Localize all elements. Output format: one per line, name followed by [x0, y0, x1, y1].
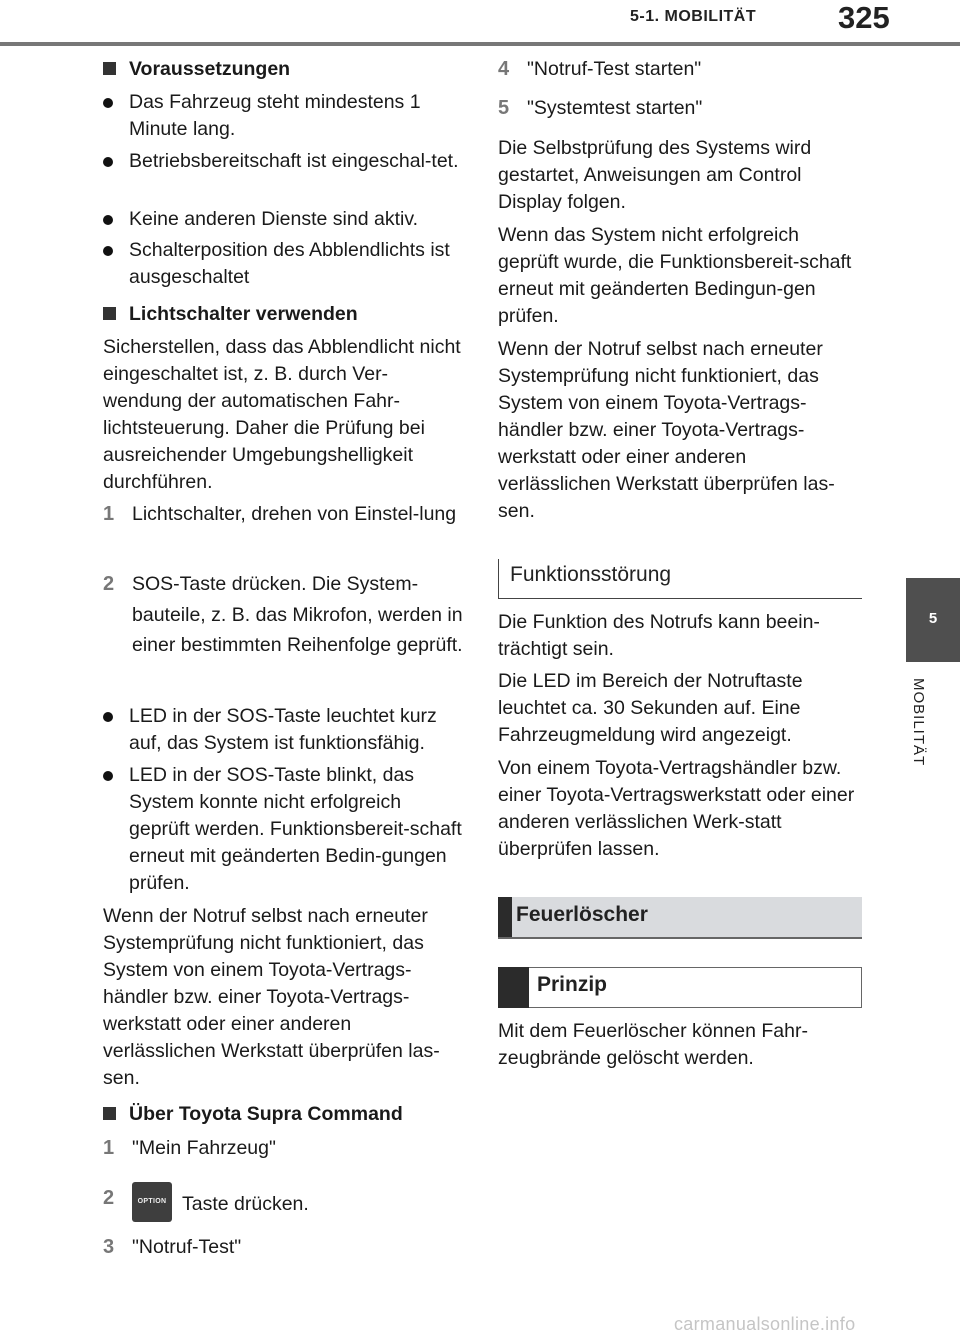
step-item: 4 "Notruf-Test starten" [498, 56, 701, 83]
step-number: 1 [103, 1137, 115, 1159]
step-item: 2 SOS-Taste drücken. Die System-bauteile, z. B. das Mikrofon, werden in einer bestimmten Reihenfolge geprüft. [103, 569, 463, 661]
paragraph: Von einem Toyota-Vertragshändler bzw. einer Toyota-Vertragswerkstatt oder einer anderen verlässlichen Werk-statt überprüfen lassen. [498, 757, 855, 860]
chapter-tab [906, 578, 960, 662]
paragraph: Mit dem Feuerlöscher können Fahr-zeugbrände gelöscht werden. [498, 1020, 808, 1069]
list-item: Betriebsbereitschaft ist eingeschal-tet. [103, 148, 459, 175]
list-item: Schalterposition des Abblendlichts ist ausgeschaltet [103, 237, 463, 291]
page-number: 325 [838, 0, 890, 35]
step-number: 3 [103, 1236, 115, 1258]
bullet-dot-icon [103, 246, 113, 256]
heading-prinzip: Prinzip [498, 967, 862, 1008]
chapter-label: MOBILITÄT [910, 678, 927, 767]
section-title: 5-1. MOBILITÄT [630, 8, 757, 25]
paragraph: Sicherstellen, dass das Abblendlicht nicht eingeschaltet ist, z. B. durch Ver-wendung der automatischen Fahr-lichtsteuerung. Daher die Prüfung bei ausreichender Umgebungshelligkeit durchführen. [103, 336, 461, 493]
bullet-dot-icon [103, 712, 113, 722]
subheading-lichtschalter: Lichtschalter verwenden [103, 301, 358, 328]
step-item: 3 "Notruf-Test" [103, 1234, 241, 1261]
step-number: 2 [103, 1187, 115, 1209]
step-number: 1 [103, 503, 115, 525]
step-number: 4 [498, 58, 510, 80]
paragraph: Die Funktion des Notrufs kann beein-trächtigt sein. [498, 611, 820, 660]
header-rule [0, 42, 960, 46]
square-bullet-icon [103, 62, 116, 75]
bullet-dot-icon [103, 157, 113, 167]
paragraph: Die LED im Bereich der Notruftaste leuchtet ca. 30 Sekunden auf. Eine Fahrzeugmeldung wird angezeigt. [498, 670, 803, 746]
subheading-voraussetzungen: Voraussetzungen [103, 56, 290, 83]
bullet-dot-icon [103, 98, 113, 108]
heading-funktionsstoerung: Funktionsstörung [498, 559, 862, 599]
heading-accent-bar [498, 967, 529, 1008]
bullet-dot-icon [103, 215, 113, 225]
square-bullet-icon [103, 307, 116, 320]
watermark: carmanualsonline.info [674, 1314, 856, 1334]
chapter-number: 5 [928, 610, 938, 627]
subheading-supra-command: Über Toyota Supra Command [103, 1101, 403, 1128]
step-item: 5 "Systemtest starten" [498, 95, 702, 122]
paragraph: Wenn der Notruf selbst nach erneuter Systemprüfung nicht funktioniert, das System von einem Toyota-Vertrags-händler bzw. einer Toyota-Vertrags-werkstatt oder einer anderen verlässlichen Werkstatt überprüfen las-sen. [498, 338, 835, 522]
step-number: 2 [103, 573, 115, 595]
square-bullet-icon [103, 1107, 116, 1120]
paragraph: Wenn der Notruf selbst nach erneuter Systemprüfung nicht funktioniert, das System von einem Toyota-Vertrags-händler bzw. einer Toyota-Vertrags-werkstatt oder einer anderen verlässlichen Werkstatt überprüfen las-sen. [103, 905, 440, 1089]
paragraph: Wenn das System nicht erfolgreich geprüft wurde, die Funktionsbereit-schaft erneut mit geänderten Bedingun-gen prüfen. [498, 224, 852, 327]
option-button-icon: OPTION [132, 1182, 172, 1222]
paragraph: Die Selbstprüfung des Systems wird gestartet, Anweisungen am Control Display folgen. [498, 137, 812, 213]
list-item: Das Fahrzeug steht mindestens 1 Minute lang. [103, 89, 463, 143]
heading-feuerloescher: Feuerlöscher [498, 897, 862, 939]
list-item: Keine anderen Dienste sind aktiv. [103, 206, 418, 233]
list-item: LED in der SOS-Taste leuchtet kurz auf, das System ist funktionsfähig. [103, 703, 463, 757]
step-number: 5 [498, 97, 510, 119]
bullet-dot-icon [103, 771, 113, 781]
step-item: 1 "Mein Fahrzeug" [103, 1135, 276, 1162]
list-item: LED in der SOS-Taste blinkt, das System konnte nicht erfolgreich geprüft werden. Funktionsbereit-schaft erneut mit geänderten Bedin-gungen prüfen. [103, 762, 463, 897]
step-item: 2 OPTION Taste drücken. [103, 1185, 309, 1225]
step-item: 1 Lichtschalter, drehen von Einstel-lung [103, 499, 456, 530]
heading-accent-bar [498, 897, 512, 937]
